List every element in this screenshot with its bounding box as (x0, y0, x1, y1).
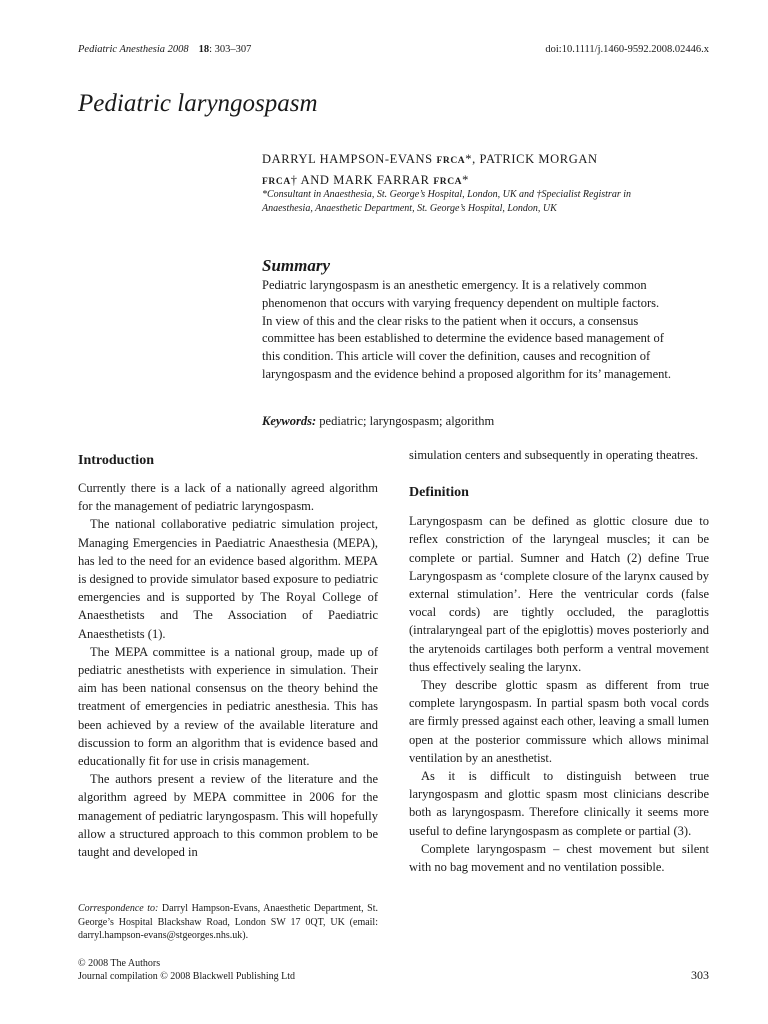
paragraph: As it is difficult to distinguish between true laryngospasm and glottic spasm most clinicians describe both as laryngospasm. Therefore clinically it seems more useful to define laryngospasm as complete or partial (3). (409, 769, 709, 838)
author-qualification: FRCA (262, 177, 291, 187)
doi: doi:10.1111/j.1460-9592.2008.02446.x (545, 44, 709, 55)
journal-name: Pediatric Anesthesia 2008 (78, 44, 189, 55)
paragraph: The national collaborative pediatric simulation project, Managing Emergencies in Paediatric Anaesthesia (MEPA), has led to the need for an evidence based algorithm. MEPA is designed to provide simulator based exposure to pediatric emergencies and is supported by The Royal College of Anaesthetists and The Association of Paediatric Anaesthetists (1). (78, 517, 378, 641)
running-head-citation (78, 44, 251, 55)
author-mark: * (462, 173, 470, 187)
volume-number: 18 (198, 44, 210, 55)
copyright-line: Journal compilation © 2008 Blackwell Publishing Ltd (78, 970, 296, 982)
copyright-line: © 2008 The Authors (78, 958, 161, 969)
author-name: † AND MARK FARRAR (290, 173, 430, 187)
definition-heading: Definition (409, 485, 469, 501)
page-range: : 303–307 (209, 44, 252, 55)
paragraph: Laryngospasm can be defined as glottic closure due to reflex constriction of the laryngeal muscles; it can be complete or partial. Sumner and Hatch (2) define True Laryngospasm as ‘complete closure of the larynx caused by external stimulation’. Here the ventricular cords (false vocal cords) are tightly occluded, the paraglottis (intralaryngeal part of the epiglottis) moves posteriorly and the arytenoids cartilages both perform a ventral movement thus effectively sealing the larynx. (409, 514, 709, 674)
article-title: Pediatric laryngospasm (78, 90, 318, 117)
keywords (262, 414, 494, 429)
author-qualification: FRCA (433, 177, 463, 187)
author-list (262, 150, 682, 192)
paragraph: They describe glottic spasm as different from true complete laryngospasm. In partial spasm both vocal cords are firmly pressed against each other, leaving a small lumen open at the posterior commissure which allows minimal ventilation by an anesthetist. (409, 678, 709, 765)
summary-text: Pediatric laryngospasm is an anesthetic emergency. It is a relatively common phenomenon that occurs with varying frequency dependent on multiple factors. In view of this and the clear risks to the patient when it occurs, a consensus committee has been established to determine the evidence based management of this condition. This article will cover the definition, causes and recognition of laryngospasm and the evidence behind a proposed algorithm for its’ management. (262, 278, 672, 381)
left-column (78, 452, 378, 861)
author-qualification: FRCA (436, 156, 466, 166)
paragraph: The authors present a review of the literature and the algorithm agreed by MEPA committee in 2006 for the management of pediatric laryngospasm. This will hopefully allow a structured approach to this common problem to be taught and developed in (78, 772, 378, 860)
author-name: DARRYL HAMPSON-EVANS (262, 152, 433, 166)
paragraph: Complete laryngospasm – chest movement but silent with no bag movement and no ventilation possible. (409, 841, 709, 875)
affiliation: *Consultant in Anaesthesia, St. George’s Hospital, London, UK and †Specialist Registrar in Anaesthesia, Anaesthetic Department, St. George’s Hospital, London, UK (262, 189, 631, 214)
copyright-notice (78, 958, 295, 983)
paragraph: The MEPA committee is a national group, made up of pediatric anesthetists with experience in simulation. Their aim has been national consensus on the theory behind the treatment of emergencies in pediatric anesthesia. This has been achieved by a review of the available literature and discussion to form an algorithm that is evidence based and educationally fit for use in crisis management. (78, 644, 378, 769)
right-column (409, 446, 709, 876)
correspondence-note (78, 902, 378, 943)
keywords-value: pediatric; laryngospasm; algorithm (316, 414, 495, 428)
introduction-heading: Introduction (78, 453, 154, 468)
paragraph-continuation: simulation centers and subsequently in operating theatres. (409, 448, 699, 462)
summary-heading: Summary (262, 256, 331, 275)
correspondence-label: Correspondence to: (78, 903, 159, 914)
correspondence-text: Darryl Hampson-Evans, Anaesthetic Department, St. George’s Hospital Blackshaw Road, London SW 17 0QT, UK (email: darryl.hampson-evans@stgeorges.nhs.uk). (78, 903, 379, 941)
page-number: 303 (691, 968, 709, 982)
paragraph: Currently there is a lack of a nationally agreed algorithm for the management of pediatric laryngospasm. (78, 481, 378, 514)
keywords-label: Keywords: (262, 414, 317, 428)
author-name: *, PATRICK MORGAN (465, 152, 598, 166)
